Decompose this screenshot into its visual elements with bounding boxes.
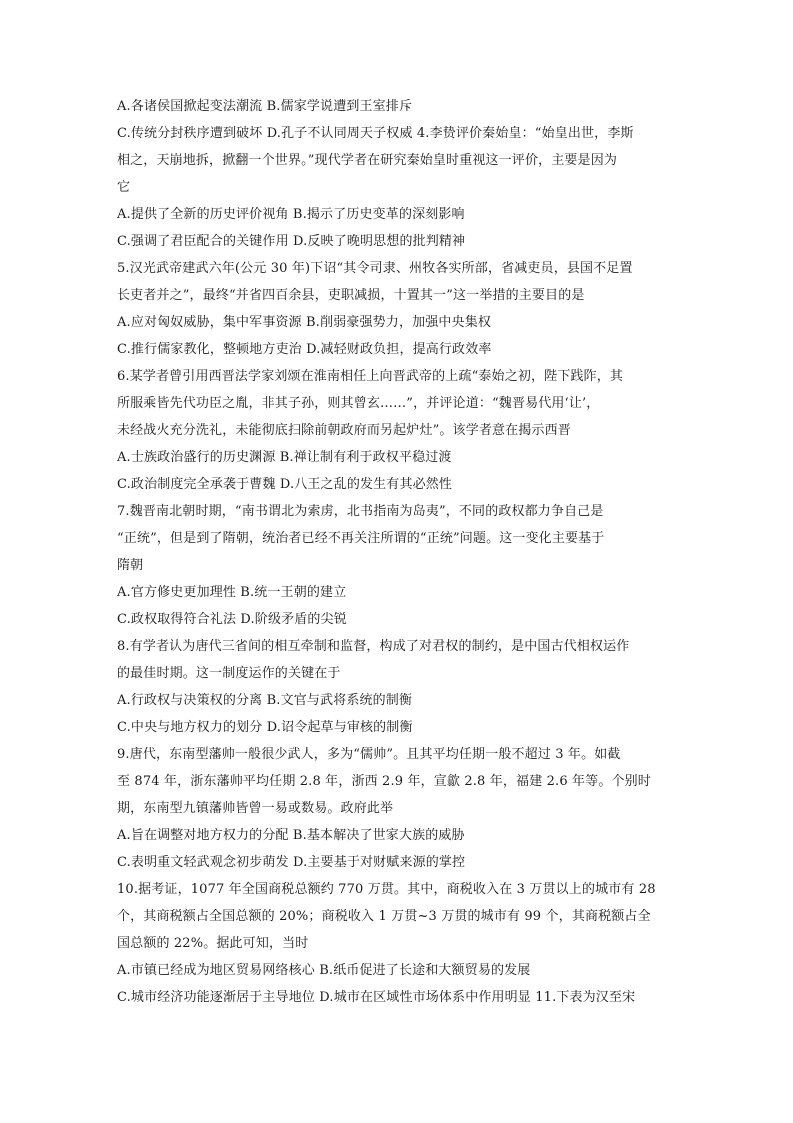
text-line: 6.某学者曾引用西晋法学家刘颂在淮南相任上向晋武帝的上疏“泰始之初，陛下践阼，其 <box>117 369 624 384</box>
text-line: C.政治制度完全承袭于曹魏 D.八王之乱的发生有其必然性 <box>117 477 453 492</box>
text-line: C.表明重文轻武观念初步萌发 D.主要基于对财赋来源的掌控 <box>117 855 466 870</box>
text-line: A.市镇已经成为地区贸易网络核心 B.纸币促进了长途和大额贸易的发展 <box>117 963 531 978</box>
text-line: A.旨在调整对地方权力的分配 B.基本解决了世家大族的威胁 <box>117 828 465 843</box>
text-line: A.官方修史更加理性 B.统一王朝的建立 <box>117 585 347 600</box>
text-line: 期，东南型九镇藩帅皆曾一易或数易。政府此举 <box>117 801 394 816</box>
text-line: C.强调了君臣配合的关键作用 D.反映了晚明思想的批判精神 <box>117 234 466 249</box>
text-line: 8.有学者认为唐代三省间的相互牵制和监督，构成了对君权的制约，是中国古代相权运作 <box>117 639 630 654</box>
text-line: 的最佳时期。这一制度运作的关键在于 <box>117 666 341 681</box>
text-line: 个，其商税额占全国总额的 20%；商税收入 1 万贯~3 万贯的城市有 99 个，其商税额占全 <box>117 909 651 924</box>
text-line: 所服乘皆先代功臣之胤，非其子孙，则其曾玄……”，并评论道：“魏晋易代用‘让’， <box>117 396 600 411</box>
text-line: C.传统分封秩序遭到破坏 D.孔子不认同周天子权威 4.李贽评价秦始皇：“始皇出世，李斯 <box>117 126 634 141</box>
text-line: A.提供了全新的历史评价视角 B.揭示了历史变革的深刻影响 <box>117 207 465 222</box>
exam-text-body <box>117 93 677 1011</box>
text-line: A.应对匈奴威胁，集中军事资源 B.削弱豪强势力，加强中央集权 <box>117 315 491 330</box>
text-line: 国总额的 22%。据此可知，当时 <box>117 936 309 951</box>
text-line: 相之，天崩地拆，掀翻一个世界。”现代学者在研究秦始皇时重视这一评价，主要是因为 <box>117 153 617 168</box>
text-line: C.政权取得符合礼法 D.阶级矛盾的尖锐 <box>117 612 347 627</box>
text-line: 隋朝 <box>117 558 144 573</box>
text-line: A.各诸侯国掀起变法潮流 B.儒家学说遭到王室排斥 <box>117 99 413 114</box>
text-line: 10.据考证，1077 年全国商税总额约 770 万贯。其中，商税收入在 3 万贯以上的城市有 28 <box>117 882 656 897</box>
text-line: 它 <box>117 180 131 195</box>
text-line: A.行政权与决策权的分离 B.文官与武将系统的制衡 <box>117 693 413 708</box>
text-line: 长吏者并之”，最终“并省四百余县，吏职减损，十置其一”这一举措的主要目的是 <box>117 288 585 303</box>
text-line: 7.魏晋南北朝时期，“南书谓北为索虏，北书指南为岛夷”，不同的政权都力争自己是 <box>117 504 604 519</box>
text-line: 至 874 年，浙东藩帅平均任期 2.8 年，浙西 2.9 年，宣歙 2.8 年，福建 2.6 年等。个别时 <box>117 774 651 789</box>
text-line: A.士族政治盛行的历史渊源 B.禅让制有利于政权平稳过渡 <box>117 450 452 465</box>
text-line: C.城市经济功能逐渐居于主导地位 D.城市在区域性市场体系中作用明显 11.下表为汉至宋 <box>117 990 636 1005</box>
text-line: 9.唐代，东南型藩帅一般很少武人，多为“儒帅”。且其平均任期一般不超过 3 年。如截 <box>117 747 621 762</box>
text-line: “正统”，但是到了隋朝，统治者已经不再关注所谓的“正统”问题。这一变化主要基于 <box>117 531 605 546</box>
text-line: C.推行儒家教化，整顿地方吏治 D.减轻财政负担，提高行政效率 <box>117 342 492 357</box>
text-line: 5.汉光武帝建武六年(公元 30 年)下诏“其令司隶、州牧各实所部，省减吏员，县国不足置 <box>117 261 633 276</box>
text-line: C.中央与地方权力的划分 D.诏令起草与审核的制衡 <box>117 720 413 735</box>
text-line: 未经战火充分洗礼，未能彻底扫除前朝政府而另起炉灶”。该学者意在揭示西晋 <box>117 423 571 438</box>
